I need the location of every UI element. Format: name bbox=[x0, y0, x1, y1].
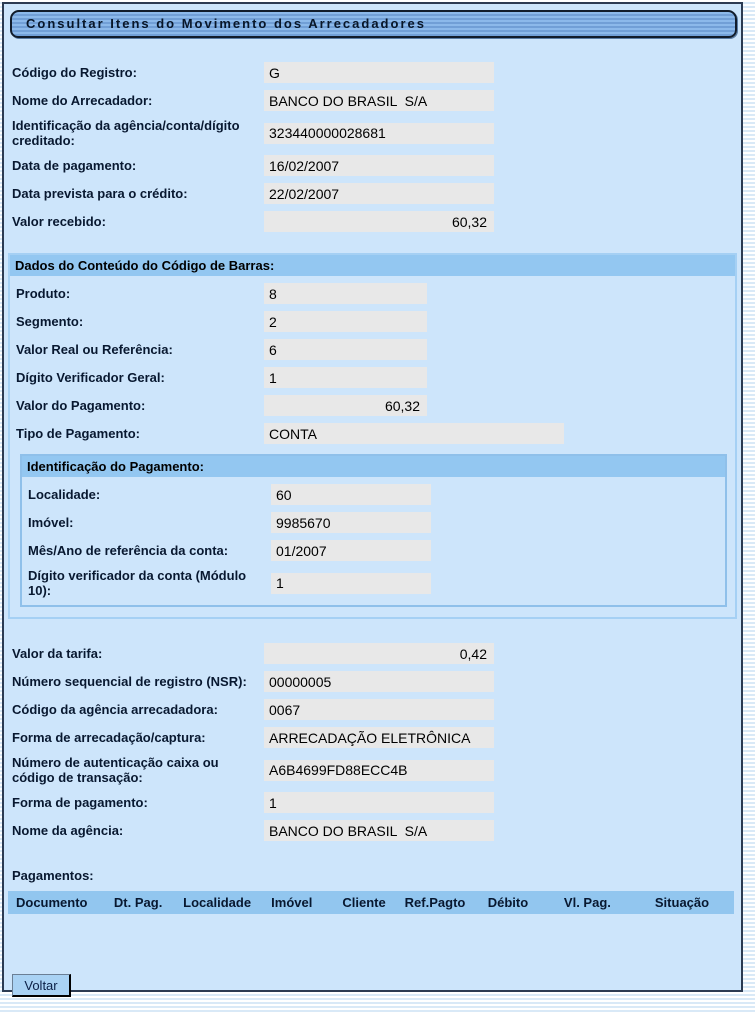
field-row-localidade bbox=[28, 484, 725, 505]
column-header-situacao: Situação bbox=[654, 895, 710, 910]
imovel-field[interactable] bbox=[271, 512, 431, 533]
forma-arrecadacao-field[interactable] bbox=[264, 727, 494, 748]
field-row-produto bbox=[16, 283, 735, 304]
barcode-section-body bbox=[10, 276, 735, 617]
field-label: Valor da tarifa: bbox=[12, 646, 103, 661]
field-row-valor-tarifa bbox=[12, 643, 741, 664]
payment-id-section-body bbox=[22, 477, 725, 605]
back-button[interactable]: Voltar bbox=[12, 974, 71, 997]
field-row-forma-arrecadacao bbox=[12, 727, 741, 748]
field-label: Número sequencial de registro (NSR): bbox=[12, 674, 247, 689]
field-row-imovel bbox=[28, 512, 725, 533]
field-row-codigo-agencia bbox=[12, 699, 741, 720]
field-row-mes-ano-referencia bbox=[28, 540, 725, 561]
data-pagamento-field[interactable] bbox=[264, 155, 494, 176]
field-row-data-pagamento bbox=[12, 155, 741, 176]
segmento-field[interactable] bbox=[264, 311, 427, 332]
field-row-numero-autenticacao bbox=[12, 755, 741, 785]
mes-ano-referencia-field[interactable] bbox=[271, 540, 431, 561]
column-header-ref-pagto: Ref.Pagto bbox=[404, 895, 466, 910]
field-label: Forma de pagamento: bbox=[12, 795, 148, 810]
field-label: Tipo de Pagamento: bbox=[16, 426, 140, 441]
field-label: Valor Real ou Referência: bbox=[16, 342, 173, 357]
field-label: Imóvel: bbox=[28, 515, 74, 530]
data-prevista-field[interactable] bbox=[264, 183, 494, 204]
field-row-segmento bbox=[16, 311, 735, 332]
payment-id-section bbox=[20, 454, 727, 607]
field-label: Produto: bbox=[16, 286, 71, 301]
column-header-dt-pag: Dt. Pag. bbox=[113, 895, 163, 910]
barcode-section bbox=[8, 253, 737, 619]
field-label: Nome da agência: bbox=[12, 823, 124, 838]
column-header-localidade: Localidade bbox=[183, 895, 252, 910]
nome-arrecadador-field[interactable] bbox=[264, 90, 494, 111]
field-label: Nome do Arrecadador: bbox=[12, 93, 153, 108]
barcode-section-title: Dados do Conteúdo do Código de Barras: bbox=[10, 255, 735, 276]
field-label: Dígito verificador da conta (Módulo 10): bbox=[28, 568, 247, 598]
valor-pagamento-field[interactable] bbox=[264, 395, 427, 416]
field-row-digito-verificador-geral bbox=[16, 367, 735, 388]
field-label: Data prevista para o crédito: bbox=[12, 186, 188, 201]
field-label: Localidade: bbox=[28, 487, 101, 502]
payments-table-header bbox=[8, 891, 734, 914]
field-row-nsr bbox=[12, 671, 741, 692]
column-header-vl-pag: Vl. Pag. bbox=[563, 895, 611, 910]
forma-pagamento-field[interactable] bbox=[264, 792, 494, 813]
localidade-field[interactable] bbox=[271, 484, 431, 505]
field-row-valor-recebido bbox=[12, 211, 741, 232]
column-header-documento: Documento bbox=[16, 895, 88, 910]
valor-tarifa-field[interactable] bbox=[264, 643, 494, 664]
valor-recebido-field[interactable] bbox=[264, 211, 494, 232]
field-row-digito-verificador-conta bbox=[28, 568, 725, 598]
nsr-field[interactable] bbox=[264, 671, 494, 692]
field-label: Valor recebido: bbox=[12, 214, 106, 229]
field-label: Data de pagamento: bbox=[12, 158, 137, 173]
column-header-debito: Débito bbox=[487, 895, 529, 910]
tipo-pagamento-field[interactable] bbox=[264, 423, 564, 444]
field-label: Mês/Ano de referência da conta: bbox=[28, 543, 229, 558]
codigo-registro-field[interactable] bbox=[264, 62, 494, 83]
field-label: Segmento: bbox=[16, 314, 84, 329]
column-header-cliente: Cliente bbox=[342, 895, 386, 910]
field-row-nome-agencia bbox=[12, 820, 741, 841]
field-row-codigo-registro bbox=[12, 62, 741, 83]
digito-verificador-conta-field[interactable] bbox=[271, 573, 431, 594]
page-title: Consultar Itens do Movimento dos Arrecadadores bbox=[10, 10, 737, 38]
codigo-agencia-field[interactable] bbox=[264, 699, 494, 720]
field-row-forma-pagamento bbox=[12, 792, 741, 813]
field-label: Dígito Verificador Geral: bbox=[16, 370, 165, 385]
field-label: Código da agência arrecadadora: bbox=[12, 702, 218, 717]
field-row-valor-pagamento bbox=[16, 395, 735, 416]
field-row-nome-arrecadador bbox=[12, 90, 741, 111]
identificacao-agencia-field[interactable] bbox=[264, 123, 494, 144]
produto-field[interactable] bbox=[264, 283, 427, 304]
payments-label: Pagamentos: bbox=[12, 868, 94, 883]
digito-verificador-geral-field[interactable] bbox=[264, 367, 427, 388]
numero-autenticacao-field[interactable] bbox=[264, 760, 494, 781]
field-label: Forma de arrecadação/captura: bbox=[12, 730, 206, 745]
field-row-data-prevista bbox=[12, 183, 741, 204]
field-label: Código do Registro: bbox=[12, 65, 137, 80]
valor-real-field[interactable] bbox=[264, 339, 427, 360]
top-fields-block bbox=[12, 62, 741, 232]
field-row-identificacao-agencia bbox=[12, 118, 741, 148]
field-label: Número de autenticação caixa ou código de transação: bbox=[12, 755, 219, 785]
nome-agencia-field[interactable] bbox=[264, 820, 494, 841]
field-label: Identificação da agência/conta/dígito creditado: bbox=[12, 118, 240, 148]
field-label: Valor do Pagamento: bbox=[16, 398, 146, 413]
field-row-valor-real bbox=[16, 339, 735, 360]
main-panel bbox=[2, 2, 743, 992]
payment-id-section-title: Identificação do Pagamento: bbox=[22, 456, 725, 477]
column-header-imovel: Imóvel bbox=[271, 895, 313, 910]
bottom-fields-block bbox=[12, 643, 741, 841]
field-row-tipo-pagamento bbox=[16, 423, 735, 444]
